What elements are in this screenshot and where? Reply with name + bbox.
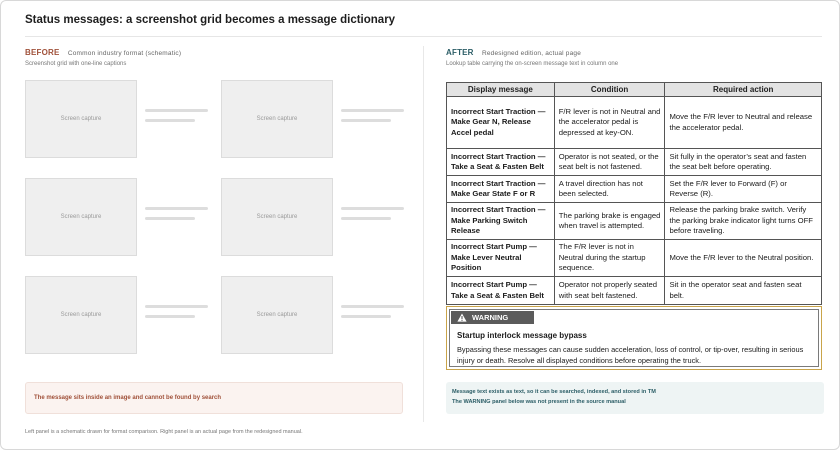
caption-line bbox=[145, 217, 195, 220]
condition-cell: Operator not properly seated with seat belt fastened. bbox=[554, 277, 665, 305]
warning-panel bbox=[446, 306, 822, 370]
column-header: Condition bbox=[554, 83, 665, 97]
column-header: Required action bbox=[665, 83, 822, 97]
required-action-cell: Set the F/R lever to Forward (F) or Reverse (R). bbox=[665, 176, 822, 203]
warning-triangle-icon bbox=[457, 313, 467, 322]
caption-line bbox=[145, 109, 208, 112]
required-action-cell: Release the parking brake switch. Verify the parking brake indicator light turns OFF before traveling. bbox=[665, 203, 822, 240]
caption-line bbox=[145, 119, 195, 122]
benefit-line: The WARNING panel below was not present in the source manual bbox=[452, 398, 626, 405]
display-message-cell: Incorrect Start Traction — Make Gear State F or R bbox=[447, 176, 555, 203]
before-subtitle: Screenshot grid with one-line captions bbox=[25, 61, 127, 67]
warning-text: Bypassing these messages can cause sudden acceleration, loss of control, or tip-over, resulting in serious injury or death. Resolve all displayed conditions before operating the truck. bbox=[457, 345, 804, 365]
display-message-cell: Incorrect Start Pump — Take a Seat & Fasten Belt bbox=[447, 277, 555, 305]
caption-line bbox=[341, 207, 404, 210]
required-action-cell: Move the F/R lever to Neutral and release the accelerator pedal. bbox=[665, 97, 822, 149]
before-description: Common industry format (schematic) bbox=[67, 50, 182, 57]
after-tag: AFTER bbox=[446, 48, 474, 57]
table-row bbox=[447, 176, 822, 203]
panel-divider bbox=[423, 46, 424, 422]
after-description: Redesigned edition, actual page bbox=[481, 50, 582, 57]
caption-line bbox=[145, 207, 208, 210]
capture-label: Screen capture bbox=[60, 312, 102, 318]
table-row bbox=[447, 240, 822, 277]
before-problem-note: The message sits inside an image and cannot be found by search bbox=[25, 382, 403, 414]
caption-line bbox=[145, 315, 195, 318]
table-header-row bbox=[447, 83, 822, 97]
capture-label: Screen capture bbox=[256, 116, 298, 122]
table-row bbox=[447, 149, 822, 176]
warning-panel-inner bbox=[449, 309, 819, 367]
warning-title: Startup interlock message bypass bbox=[457, 331, 587, 340]
caption-line bbox=[341, 109, 404, 112]
display-message-cell: Incorrect Start Traction — Make Gear N, Release Accel pedal bbox=[447, 97, 555, 149]
caption-line bbox=[145, 305, 208, 308]
condition-cell: Operator is not seated, or the seat belt is not fastened. bbox=[554, 149, 665, 176]
screen-capture-placeholder bbox=[25, 80, 137, 158]
screen-capture-placeholder bbox=[221, 276, 333, 354]
after-benefit-note bbox=[446, 382, 824, 414]
display-message-cell: Incorrect Start Pump — Make Lever Neutral Position bbox=[447, 240, 555, 277]
caption-line bbox=[341, 119, 391, 122]
message-lookup-table bbox=[446, 82, 822, 305]
condition-cell: The parking brake is engaged when travel is attempted. bbox=[554, 203, 665, 240]
page-title: Status messages: a screenshot grid becomes a message dictionary bbox=[25, 14, 396, 26]
screen-capture-placeholder bbox=[25, 178, 137, 256]
table-row bbox=[447, 203, 822, 240]
benefit-line: Message text exists as text, so it can be searched, indexed, and stored in TM bbox=[452, 389, 656, 395]
before-header bbox=[25, 48, 181, 57]
display-message-cell: Incorrect Start Traction — Make Parking Switch Release bbox=[447, 203, 555, 240]
capture-label: Screen capture bbox=[256, 214, 298, 220]
warning-label-text: WARNING bbox=[472, 313, 509, 322]
required-action-cell: Sit in the operator seat and fasten seat belt. bbox=[665, 277, 822, 305]
table-row bbox=[447, 97, 822, 149]
column-header: Display message bbox=[447, 83, 555, 97]
condition-cell: The F/R lever is not in Neutral during the startup sequence. bbox=[554, 240, 665, 277]
screen-capture-placeholder bbox=[221, 178, 333, 256]
caption-line bbox=[341, 305, 404, 308]
footnote: Left panel is a schematic drawn for format comparison. Right panel is an actual page from the redesigned manual. bbox=[25, 429, 303, 435]
caption-line bbox=[341, 217, 391, 220]
after-header bbox=[446, 48, 581, 57]
caption-line bbox=[341, 315, 391, 318]
capture-label: Screen capture bbox=[256, 312, 298, 318]
after-subtitle: Lookup table carrying the on-screen message text in column one bbox=[446, 61, 619, 67]
table-row bbox=[447, 277, 822, 305]
warning-label bbox=[451, 311, 534, 324]
display-message-cell: Incorrect Start Traction — Take a Seat & Fasten Belt bbox=[447, 149, 555, 176]
capture-label: Screen capture bbox=[60, 214, 102, 220]
before-tag: BEFORE bbox=[25, 48, 60, 57]
capture-label: Screen capture bbox=[60, 116, 102, 122]
screen-capture-placeholder bbox=[25, 276, 137, 354]
condition-cell: F/R lever is not in Neutral and the accelerator pedal is depressed at key-ON. bbox=[554, 97, 665, 149]
screen-capture-placeholder bbox=[221, 80, 333, 158]
condition-cell: A travel direction has not been selected. bbox=[554, 176, 665, 203]
required-action-cell: Sit fully in the operator’s seat and fasten the seat belt before operating. bbox=[665, 149, 822, 176]
required-action-cell: Move the F/R lever to the Neutral position. bbox=[665, 240, 822, 277]
title-divider bbox=[25, 36, 822, 37]
